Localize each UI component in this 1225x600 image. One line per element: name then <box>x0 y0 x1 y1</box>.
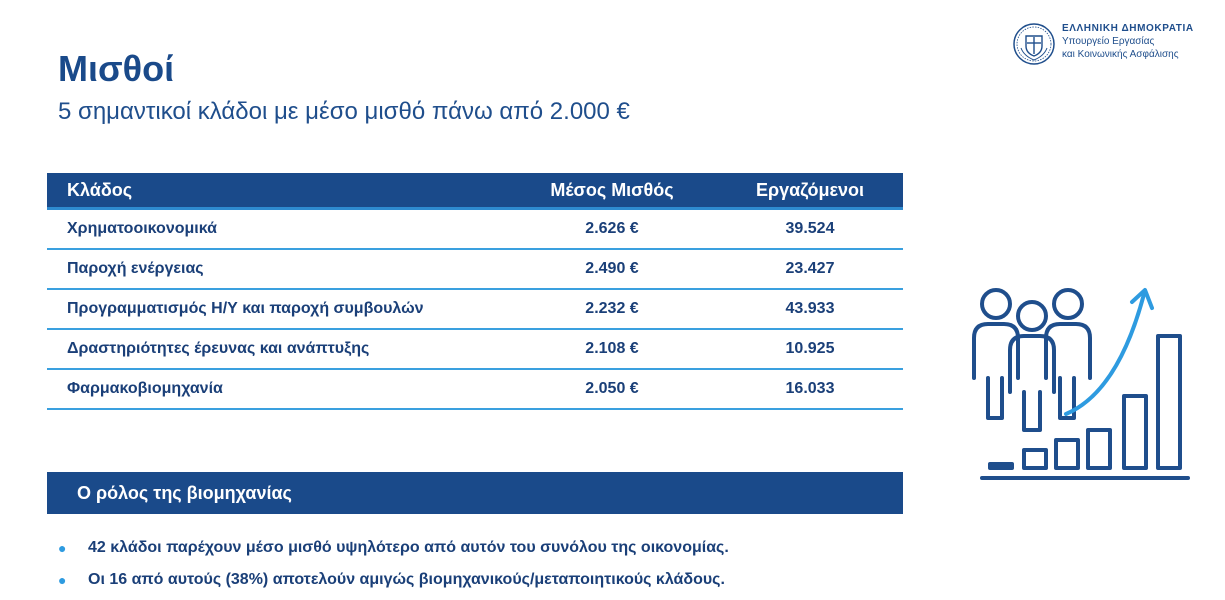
people-growth-chart-icon <box>968 282 1192 486</box>
column-header-employees: Εργαζόμενοι <box>717 173 903 209</box>
sector-cell: Χρηματοοικονομικά <box>47 209 507 250</box>
table-row <box>47 329 903 369</box>
table-row <box>47 289 903 329</box>
salary-cell: 2.232 € <box>507 289 717 329</box>
sector-cell: Δραστηριότητες έρευνας και ανάπτυξης <box>47 329 507 369</box>
table-header-row <box>47 173 903 209</box>
sector-cell: Προγραμματισμός Η/Υ και παροχή συμβουλών <box>47 289 507 329</box>
hellenic-republic-seal-icon <box>1012 22 1056 66</box>
column-header-sector: Κλάδος <box>47 173 507 209</box>
bullet-icon: ● <box>58 572 67 588</box>
bullet-text: Οι 16 από αυτούς (38%) αποτελούν αμιγώς βιομηχανικούς/μεταποιητικούς κλάδους. <box>88 571 725 588</box>
bullet-text: 42 κλάδοι παρέχουν μέσο μισθό υψηλότερο από αυτόν του συνόλου της οικονομίας. <box>88 539 729 556</box>
role-heading-bar: Ο ρόλος της βιομηχανίας <box>47 472 903 514</box>
logo-line-2: Υπουργείο Εργασίας <box>1062 36 1155 47</box>
salary-cell: 2.490 € <box>507 249 717 289</box>
logo-line-1: ΕΛΛΗΝΙΚΗ ΔΗΜΟΚΡΑΤΙΑ <box>1062 23 1194 34</box>
employees-cell: 10.925 <box>717 329 903 369</box>
list-item <box>58 564 918 596</box>
table-row <box>47 369 903 409</box>
column-header-salary: Μέσος Μισθός <box>507 173 717 209</box>
bullet-icon: ● <box>58 540 67 556</box>
salary-cell: 2.626 € <box>507 209 717 250</box>
sector-cell: Φαρμακοβιομηχανία <box>47 369 507 409</box>
page-title: Μισθοί <box>58 48 175 89</box>
table-row <box>47 209 903 250</box>
employees-cell: 43.933 <box>717 289 903 329</box>
role-bullet-list <box>58 532 918 596</box>
logo-line-3: και Κοινωνικής Ασφάλισης <box>1062 49 1179 60</box>
salary-cell: 2.050 € <box>507 369 717 409</box>
sectors-table <box>47 173 903 410</box>
salary-cell: 2.108 € <box>507 329 717 369</box>
ministry-logo <box>1012 22 1217 72</box>
employees-cell: 39.524 <box>717 209 903 250</box>
list-item <box>58 532 918 564</box>
employees-cell: 16.033 <box>717 369 903 409</box>
sector-cell: Παροχή ενέργειας <box>47 249 507 289</box>
page-subtitle: 5 σημαντικοί κλάδοι με μέσο μισθό πάνω από 2.000 € <box>58 98 630 125</box>
table-row <box>47 249 903 289</box>
employees-cell: 23.427 <box>717 249 903 289</box>
